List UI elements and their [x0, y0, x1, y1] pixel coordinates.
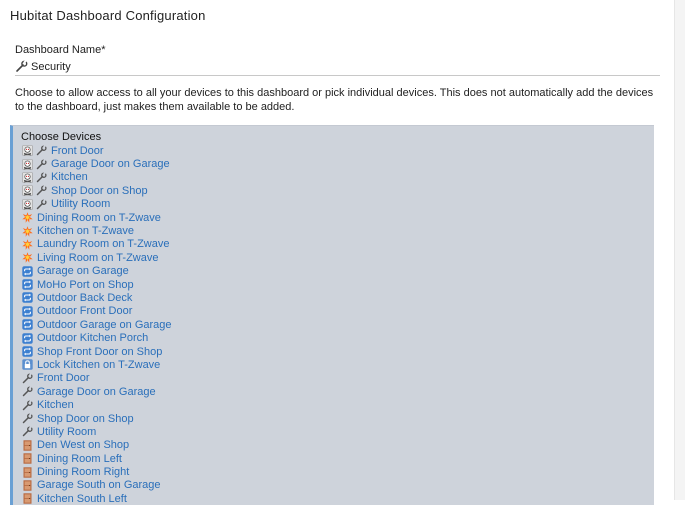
device-link[interactable]: Kitchen South Left — [37, 492, 127, 505]
wrench-icon — [22, 400, 33, 411]
device-item[interactable] — [22, 479, 172, 492]
device-link[interactable]: Outdoor Garage on Garage — [37, 318, 172, 331]
explosion-icon — [22, 212, 33, 223]
device-item[interactable] — [22, 439, 172, 452]
device-item[interactable] — [22, 331, 172, 344]
device-item[interactable] — [22, 372, 172, 385]
repeat-icon — [22, 306, 33, 317]
device-item[interactable] — [22, 251, 172, 264]
device-item[interactable] — [22, 224, 172, 237]
repeat-icon — [22, 333, 33, 344]
device-link[interactable]: Kitchen on T-Zwave — [37, 225, 135, 238]
wrench-icon — [36, 172, 47, 183]
scrollbar-track[interactable] — [674, 0, 685, 500]
device-link[interactable]: Garage South on Garage — [37, 479, 161, 492]
explosion-icon — [22, 226, 33, 237]
device-item[interactable] — [22, 278, 172, 291]
device-item[interactable] — [22, 412, 172, 425]
device-item[interactable] — [22, 465, 172, 478]
device-item[interactable] — [22, 305, 172, 318]
explosion-icon — [22, 239, 33, 250]
device-item[interactable] — [22, 157, 172, 170]
pirate-icon — [22, 159, 33, 170]
wrench-icon — [22, 426, 33, 437]
device-item[interactable] — [22, 144, 172, 157]
device-item[interactable] — [22, 425, 172, 438]
door-icon — [22, 453, 33, 464]
device-link[interactable]: Laundry Room on T-Zwave — [37, 238, 170, 251]
device-link[interactable]: Dining Room Left — [37, 452, 122, 465]
door-icon — [22, 440, 33, 451]
device-access-description: Choose to allow access to all your devices to this dashboard or pick individual devices. This does not automatically add the devices to the dashboard, just makes them available to be added. — [15, 87, 654, 113]
device-link[interactable]: Garage Door on Garage — [51, 158, 170, 171]
device-link[interactable]: Living Room on T-Zwave — [37, 251, 159, 264]
page-title: Hubitat Dashboard Configuration — [10, 8, 206, 23]
device-link[interactable]: Lock Kitchen on T-Zwave — [37, 358, 161, 371]
device-link[interactable]: Shop Front Door on Shop — [37, 345, 163, 358]
repeat-icon — [22, 346, 33, 357]
pirate-icon — [22, 185, 33, 196]
device-list — [22, 144, 172, 506]
device-item[interactable] — [22, 198, 172, 211]
dashboard-name-label: Dashboard Name* — [15, 44, 106, 56]
choose-devices-title: Choose Devices — [21, 131, 102, 143]
device-item[interactable] — [22, 358, 172, 371]
repeat-icon — [22, 266, 33, 277]
wrench-icon — [36, 185, 47, 196]
device-item[interactable] — [22, 452, 172, 465]
device-link[interactable]: Garage on Garage — [37, 265, 129, 278]
device-link[interactable]: MoHo Port on Shop — [37, 278, 134, 291]
pirate-icon — [22, 199, 33, 210]
wrench-icon — [36, 199, 47, 210]
device-link[interactable]: Utility Room — [37, 425, 97, 438]
device-link[interactable]: Kitchen — [37, 399, 74, 412]
lock-icon — [22, 359, 33, 370]
choose-devices-panel — [10, 125, 654, 505]
door-icon — [22, 493, 33, 504]
pirate-icon — [22, 145, 33, 156]
device-item[interactable] — [22, 385, 172, 398]
device-link[interactable]: Outdoor Back Deck — [37, 291, 133, 304]
device-item[interactable] — [22, 171, 172, 184]
repeat-icon — [22, 279, 33, 290]
wrench-icon — [15, 60, 28, 73]
device-link[interactable]: Dining Room Right — [37, 466, 130, 479]
device-link[interactable]: Outdoor Kitchen Porch — [37, 332, 149, 345]
wrench-icon — [22, 386, 33, 397]
wrench-icon — [36, 159, 47, 170]
explosion-icon — [22, 252, 33, 263]
device-item[interactable] — [22, 238, 172, 251]
device-link[interactable]: Front Door — [37, 372, 90, 385]
device-link[interactable]: Garage Door on Garage — [37, 385, 156, 398]
device-link[interactable]: Front Door — [51, 144, 104, 157]
wrench-icon — [36, 145, 47, 156]
device-link[interactable]: Kitchen — [51, 171, 88, 184]
device-link[interactable]: Dining Room on T-Zwave — [37, 211, 161, 224]
device-item[interactable] — [22, 291, 172, 304]
device-link[interactable]: Shop Door on Shop — [51, 184, 148, 197]
device-link[interactable]: Den West on Shop — [37, 439, 130, 452]
device-item[interactable] — [22, 345, 172, 358]
device-item[interactable] — [22, 265, 172, 278]
device-item[interactable] — [22, 211, 172, 224]
device-item[interactable] — [22, 398, 172, 411]
door-icon — [22, 480, 33, 491]
device-item[interactable] — [22, 184, 172, 197]
wrench-icon — [22, 373, 33, 384]
device-link[interactable]: Shop Door on Shop — [37, 412, 134, 425]
repeat-icon — [22, 319, 33, 330]
dashboard-name-input[interactable] — [15, 58, 660, 76]
device-item[interactable] — [22, 492, 172, 505]
dashboard-name-value: Security — [31, 60, 71, 73]
door-icon — [22, 467, 33, 478]
device-link[interactable]: Outdoor Front Door — [37, 305, 133, 318]
wrench-icon — [22, 413, 33, 424]
repeat-icon — [22, 292, 33, 303]
pirate-icon — [22, 172, 33, 183]
device-link[interactable]: Utility Room — [51, 198, 111, 211]
device-item[interactable] — [22, 318, 172, 331]
